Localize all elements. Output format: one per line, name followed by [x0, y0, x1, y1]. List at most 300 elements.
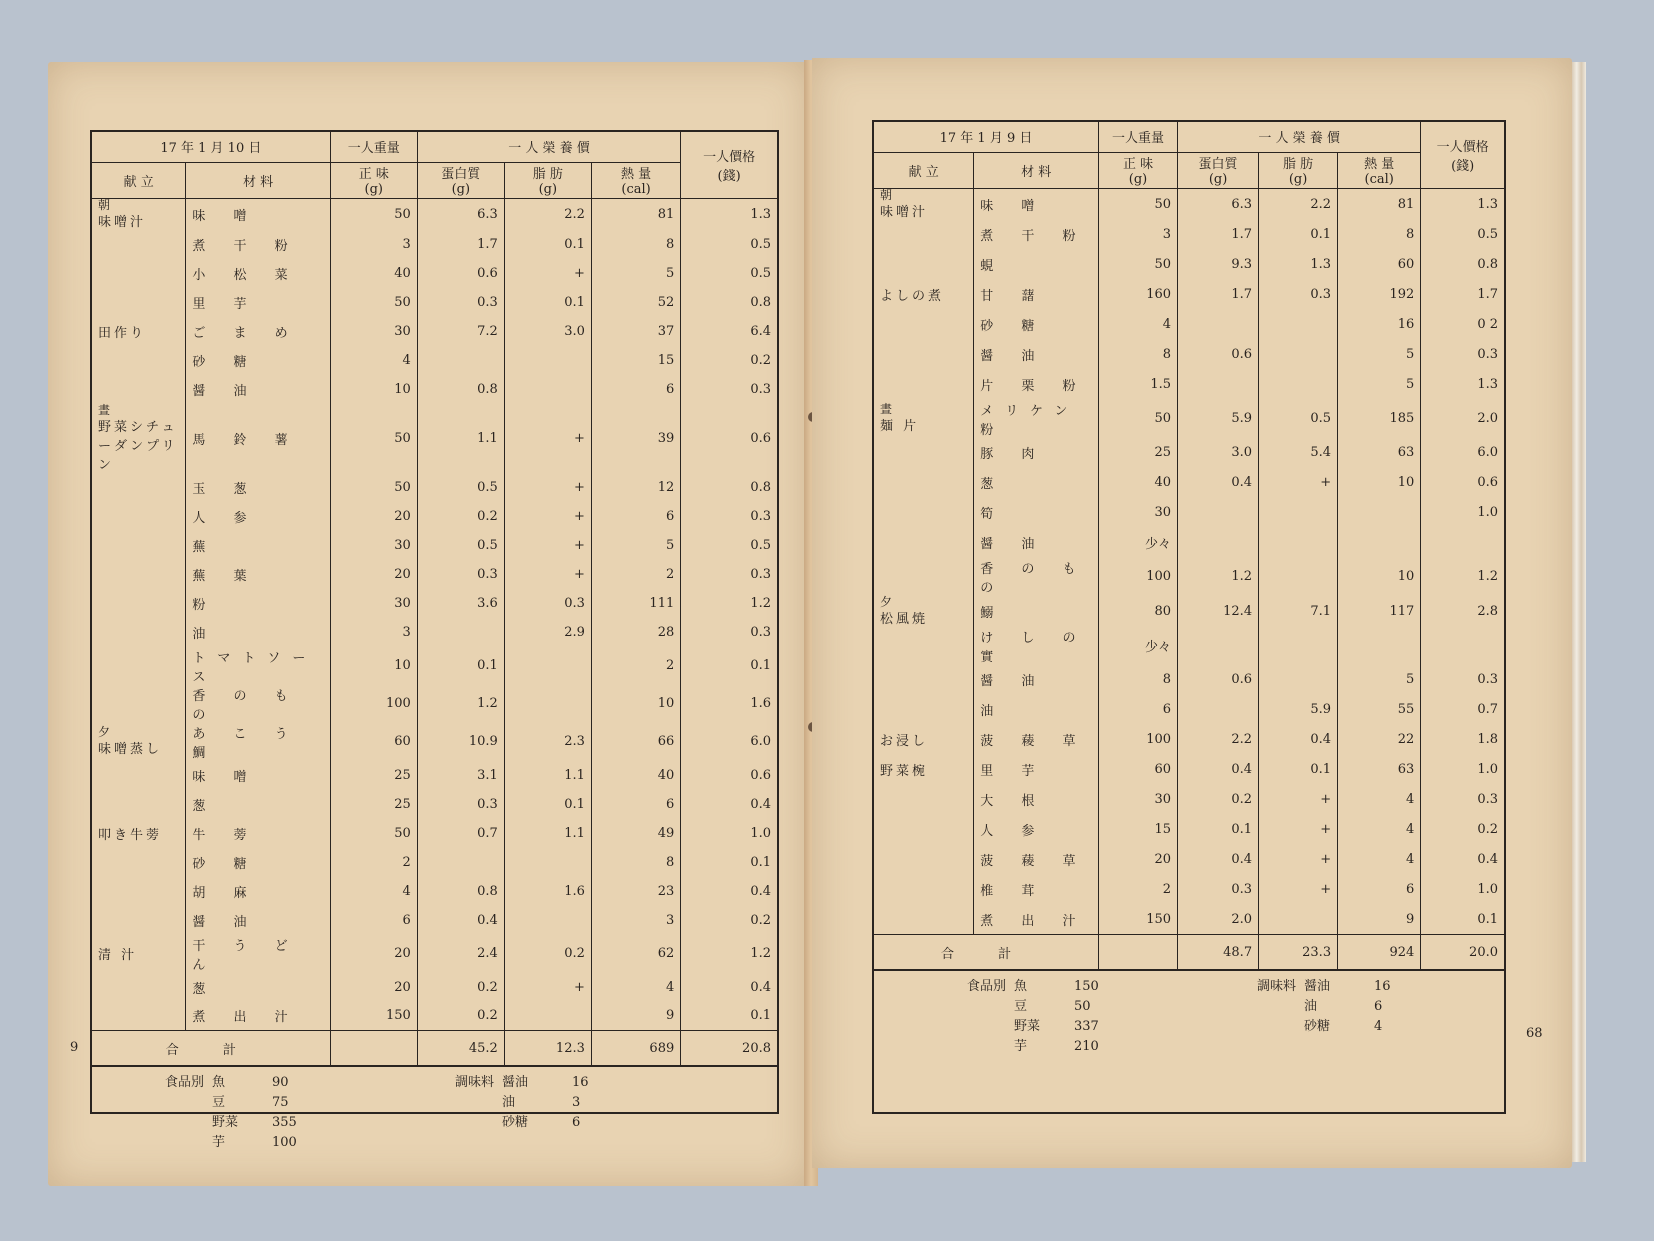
- fat-cell: 1.1: [504, 819, 591, 848]
- price-cell: 1.3: [1477, 196, 1498, 212]
- calories-cell: 8: [591, 230, 680, 259]
- weight-cell: 150: [1099, 905, 1178, 935]
- dish-cell: [92, 404, 186, 473]
- dish-name: 清 汁: [98, 948, 138, 963]
- calories-cell: 63: [1338, 755, 1421, 785]
- fat-cell: +: [504, 259, 591, 288]
- price-cell: 0.7: [1477, 702, 1498, 717]
- protein-cell: 0.2: [1178, 785, 1259, 815]
- left-material-header: 材 料: [186, 162, 330, 198]
- price-cell: 0.5: [1477, 227, 1498, 242]
- fat-cell: +: [504, 531, 591, 560]
- fat-cell: [504, 685, 591, 723]
- dish-cell: [92, 761, 186, 790]
- right-nutrition-header: 一 人 榮 養 價: [1178, 122, 1421, 152]
- weight-cell: 50: [330, 473, 417, 502]
- dish-cell: [92, 375, 186, 404]
- dish-name: お浸し: [880, 734, 929, 749]
- left-menu-frame: [90, 130, 779, 1150]
- ingredient-cell: 醤 油: [974, 528, 1099, 558]
- fat-cell: 0.5: [1259, 400, 1338, 438]
- calories-cell: 9: [591, 1002, 680, 1031]
- calories-cell: 3: [591, 906, 680, 935]
- left-total-calories: 689: [591, 1031, 680, 1067]
- fat-cell: [1259, 340, 1338, 370]
- left-nutrition-header: 一 人 榮 養 價: [417, 132, 680, 162]
- protein-cell: 9.3: [1178, 250, 1259, 280]
- calories-cell: 81: [1338, 188, 1421, 220]
- calories-cell: 2: [591, 560, 680, 589]
- left-food-0-name: 魚: [212, 1075, 226, 1090]
- protein-cell: 0.7: [417, 819, 504, 848]
- fat-cell: [1259, 665, 1338, 695]
- right-date: 17 年 1 月 9 日: [874, 122, 1099, 152]
- dish-name: 野菜椀: [880, 764, 929, 779]
- price-cell: [1421, 528, 1504, 558]
- ingredient-cell: 味 噌: [974, 188, 1099, 220]
- protein-cell: 1.2: [417, 685, 504, 723]
- calories-cell: 66: [591, 723, 680, 761]
- price-cell: 0.2: [1477, 822, 1498, 837]
- dish-name: 味噌蒸し: [98, 742, 163, 757]
- right-menu-body: [874, 188, 1504, 935]
- right-food-3-amount: 210: [1074, 1039, 1099, 1054]
- calories-cell: 81: [591, 198, 680, 230]
- meal-label: 晝: [880, 402, 896, 416]
- protein-cell: [1178, 498, 1259, 528]
- fat-cell: 0.3: [504, 589, 591, 618]
- ingredient-cell: 人 参: [186, 502, 330, 531]
- weight-cell: 30: [330, 589, 417, 618]
- right-food-label: 食品別: [966, 979, 1006, 994]
- right-total-weight: [1099, 935, 1178, 971]
- dish-cell: [92, 288, 186, 317]
- price-cell: 0.3: [750, 381, 771, 397]
- price-cell: 0.8: [750, 294, 771, 310]
- calories-cell: 62: [591, 935, 680, 973]
- ingredient-cell: 砂 糖: [974, 310, 1099, 340]
- ingredient-cell: 小 松 菜: [186, 259, 330, 288]
- protein-cell: 6.3: [417, 198, 504, 230]
- price-cell: 0 2: [1477, 317, 1498, 332]
- price-cell: 1.8: [1477, 732, 1498, 747]
- table-row: [874, 875, 1504, 905]
- weight-cell: 20: [1099, 845, 1178, 875]
- ingredient-cell: 香 の も の: [186, 685, 330, 723]
- left-menu-body: [92, 198, 777, 1031]
- left-total-weight: [330, 1031, 417, 1067]
- protein-cell: 0.3: [1178, 875, 1259, 905]
- left-total-price: 20.8: [681, 1031, 777, 1067]
- dish-cell: [92, 877, 186, 906]
- right-food-summary: [874, 971, 1504, 1057]
- table-row: [874, 695, 1504, 725]
- dish-cell: [92, 198, 186, 230]
- fat-cell: 0.1: [504, 230, 591, 259]
- table-row: [92, 404, 777, 473]
- left-food-0-amount: 90: [272, 1075, 289, 1090]
- weight-cell: 20: [330, 560, 417, 589]
- fat-cell: 5.4: [1259, 438, 1338, 468]
- table-row: [92, 647, 777, 685]
- protein-cell: 7.2: [417, 317, 504, 346]
- left-food-1-name: 豆: [212, 1095, 226, 1110]
- price-cell: 1.0: [750, 825, 771, 841]
- calories-cell: 39: [591, 404, 680, 473]
- price-cell: 0.1: [750, 854, 771, 870]
- protein-cell: 0.4: [417, 906, 504, 935]
- price-cell: 1.2: [1477, 569, 1498, 584]
- ingredient-cell: 里 芋: [186, 288, 330, 317]
- dish-cell: [874, 220, 974, 250]
- right-total-calories: 924: [1338, 935, 1421, 971]
- price-cell: 6.0: [750, 734, 771, 749]
- dish-cell: [92, 473, 186, 502]
- protein-cell: 1.2: [1178, 558, 1259, 596]
- protein-cell: 0.3: [417, 560, 504, 589]
- table-row: [874, 340, 1504, 370]
- right-food-0-name: 魚: [1014, 979, 1028, 994]
- right-seasoning-1-name: 油: [1304, 999, 1318, 1014]
- weight-cell: 150: [330, 1002, 417, 1031]
- left-food-2-amount: 355: [272, 1115, 297, 1130]
- protein-cell: 0.4: [1178, 468, 1259, 498]
- protein-cell: 0.2: [417, 502, 504, 531]
- table-row: [874, 627, 1504, 665]
- left-seasoning-1-amount: 3: [572, 1095, 581, 1110]
- protein-cell: [1178, 310, 1259, 340]
- fat-cell: 1.6: [504, 877, 591, 906]
- calories-cell: 15: [591, 346, 680, 375]
- left-price-header: 一人價格 (錢): [681, 132, 777, 198]
- dish-cell: [874, 468, 974, 498]
- table-row: [92, 375, 777, 404]
- right-food-3-name: 芋: [1014, 1039, 1028, 1054]
- table-row: [92, 790, 777, 819]
- dish-name: 味噌汁: [880, 204, 929, 220]
- fat-cell: 5.9: [1259, 695, 1338, 725]
- weight-cell: 6: [1099, 695, 1178, 725]
- calories-cell: [1338, 498, 1421, 528]
- table-row: [92, 973, 777, 1002]
- ingredient-cell: 蜆: [974, 250, 1099, 280]
- left-page: [48, 62, 808, 1186]
- fat-cell: 2.2: [504, 198, 591, 230]
- price-cell: 0.3: [750, 508, 771, 524]
- table-row: [92, 935, 777, 973]
- left-seasoning-2-amount: 6: [572, 1115, 581, 1130]
- fat-cell: +: [504, 473, 591, 502]
- weight-cell: 20: [330, 973, 417, 1002]
- calories-cell: 37: [591, 317, 680, 346]
- right-total-row: [874, 935, 1504, 971]
- dish-cell: [874, 280, 974, 310]
- protein-cell: 0.3: [417, 790, 504, 819]
- ingredient-cell: 粉: [186, 589, 330, 618]
- dish-cell: [874, 875, 974, 905]
- calories-cell: 5: [591, 259, 680, 288]
- dish-cell: [92, 935, 186, 973]
- table-row: [92, 346, 777, 375]
- fat-cell: [504, 906, 591, 935]
- left-calories-header: 熱 量 (cal): [591, 162, 680, 198]
- weight-cell: 3: [330, 618, 417, 647]
- right-weight-group-header: 一人重量: [1099, 122, 1178, 152]
- calories-cell: 5: [1338, 340, 1421, 370]
- weight-cell: 少々: [1099, 627, 1178, 665]
- dish-cell: [874, 785, 974, 815]
- dish-name: 叩き牛蒡: [98, 827, 163, 843]
- right-page-number: 68: [1526, 1026, 1543, 1041]
- protein-cell: 6.3: [1178, 188, 1259, 220]
- dish-cell: [874, 558, 974, 596]
- fat-cell: [504, 346, 591, 375]
- right-food-1-name: 豆: [1014, 999, 1028, 1014]
- fat-cell: +: [504, 404, 591, 473]
- price-cell: 0.3: [750, 566, 771, 582]
- dish-cell: [92, 560, 186, 589]
- calories-cell: 16: [1338, 310, 1421, 340]
- ingredient-cell: 醤 油: [974, 665, 1099, 695]
- table-row: [874, 725, 1504, 755]
- protein-cell: 0.8: [417, 375, 504, 404]
- fat-cell: 0.1: [1259, 755, 1338, 785]
- fat-cell: 2.3: [504, 723, 591, 761]
- price-cell: 0.2: [750, 352, 771, 368]
- left-food-1-amount: 75: [272, 1095, 289, 1110]
- protein-cell: 0.1: [417, 647, 504, 685]
- protein-cell: 0.1: [1178, 815, 1259, 845]
- weight-cell: 50: [1099, 188, 1178, 220]
- weight-cell: 3: [330, 230, 417, 259]
- weight-cell: 80: [1099, 596, 1178, 627]
- protein-cell: [417, 848, 504, 877]
- right-dish-header: 献 立: [874, 152, 974, 188]
- ingredient-cell: 里 芋: [974, 755, 1099, 785]
- right-protein-header: 蛋白質 (g): [1178, 152, 1259, 188]
- dish-cell: [874, 905, 974, 935]
- left-food-3-name: 芋: [212, 1135, 226, 1150]
- meal-label: 夕: [880, 594, 896, 609]
- right-menu-frame: [872, 120, 1506, 1114]
- table-row: [874, 250, 1504, 280]
- price-cell: 1.0: [1477, 762, 1498, 777]
- dish-cell: [874, 725, 974, 755]
- protein-cell: 0.6: [417, 259, 504, 288]
- weight-cell: 1.5: [1099, 370, 1178, 400]
- right-total-label: 合 計: [874, 935, 1099, 971]
- table-row: [874, 400, 1504, 438]
- weight-cell: 50: [330, 288, 417, 317]
- table-row: [92, 906, 777, 935]
- price-cell: 0.1: [1477, 911, 1498, 927]
- table-row: [92, 560, 777, 589]
- calories-cell: 60: [1338, 250, 1421, 280]
- ingredient-cell: 牛 蒡: [186, 819, 330, 848]
- protein-cell: 0.6: [1178, 340, 1259, 370]
- dish-cell: [874, 250, 974, 280]
- fat-cell: 0.1: [504, 288, 591, 317]
- weight-cell: 8: [1099, 665, 1178, 695]
- price-cell: 2.8: [1477, 603, 1498, 619]
- ingredient-cell: 煮 干 粉: [186, 230, 330, 259]
- fat-cell: 1.1: [504, 761, 591, 790]
- ingredient-cell: 馬 鈴 薯: [186, 404, 330, 473]
- ingredient-cell: 筍: [974, 498, 1099, 528]
- calories-cell: 192: [1338, 280, 1421, 310]
- table-row: [874, 528, 1504, 558]
- meal-label: 晝: [98, 402, 114, 417]
- calories-cell: 2: [591, 647, 680, 685]
- protein-cell: 2.0: [1178, 905, 1259, 935]
- fat-cell: [1259, 528, 1338, 558]
- left-weight-group-header: 一人重量: [330, 132, 417, 162]
- weight-cell: 50: [330, 404, 417, 473]
- right-food-1-amount: 50: [1074, 999, 1091, 1014]
- weight-cell: 50: [330, 198, 417, 230]
- dish-cell: [92, 531, 186, 560]
- calories-cell: 49: [591, 819, 680, 848]
- price-cell: 1.7: [1477, 287, 1498, 302]
- dish-cell: [92, 848, 186, 877]
- price-cell: 2.0: [1477, 411, 1498, 426]
- dish-cell: [92, 618, 186, 647]
- left-seasoning-0-name: 醤油: [502, 1075, 529, 1090]
- dish-cell: [92, 1002, 186, 1031]
- dish-cell: [874, 695, 974, 725]
- right-food-0-amount: 150: [1074, 979, 1099, 994]
- meal-label: 夕: [98, 725, 114, 739]
- protein-cell: 1.7: [417, 230, 504, 259]
- fat-cell: [504, 375, 591, 404]
- dish-name: 野菜シチューダンプリン: [98, 419, 178, 473]
- dish-cell: [874, 370, 974, 400]
- weight-cell: 20: [330, 935, 417, 973]
- dish-cell: [92, 906, 186, 935]
- fat-cell: 7.1: [1259, 596, 1338, 627]
- right-seasoning-label: 調味料: [1256, 979, 1296, 994]
- price-cell: 0.5: [750, 236, 771, 252]
- calories-cell: 4: [1338, 785, 1421, 815]
- fat-cell: [504, 1002, 591, 1031]
- calories-cell: 6: [591, 375, 680, 404]
- price-cell: 0.3: [1477, 672, 1498, 687]
- ingredient-cell: 油: [186, 618, 330, 647]
- calories-cell: [1338, 528, 1421, 558]
- left-date: 17 年 1 月 10 日: [92, 132, 330, 162]
- left-net-header: 正 味 (g): [330, 162, 417, 198]
- dish-cell: [92, 589, 186, 618]
- calories-cell: 10: [591, 685, 680, 723]
- right-total-protein: 48.7: [1178, 935, 1259, 971]
- ingredient-cell: 玉 葱: [186, 473, 330, 502]
- calories-cell: 4: [591, 973, 680, 1002]
- protein-cell: 10.9: [417, 723, 504, 761]
- fat-cell: [1259, 498, 1338, 528]
- fat-cell: 0.4: [1259, 725, 1338, 755]
- table-row: [874, 370, 1504, 400]
- weight-cell: 8: [1099, 340, 1178, 370]
- price-cell: 0.2: [750, 912, 771, 928]
- weight-cell: 少々: [1099, 528, 1178, 558]
- weight-cell: 10: [330, 375, 417, 404]
- ingredient-cell: 砂 糖: [186, 848, 330, 877]
- weight-cell: 4: [1099, 310, 1178, 340]
- fat-cell: 0.1: [504, 790, 591, 819]
- left-menu-table: [92, 132, 777, 1067]
- table-row: [92, 259, 777, 288]
- table-row: [92, 317, 777, 346]
- dish-name: 松風焼: [880, 611, 929, 627]
- ingredient-cell: 蕪: [186, 531, 330, 560]
- weight-cell: 2: [330, 848, 417, 877]
- table-row: [874, 815, 1504, 845]
- calories-cell: 111: [591, 589, 680, 618]
- left-dish-header: 献 立: [92, 162, 186, 198]
- right-seasoning-2-name: 砂糖: [1304, 1019, 1331, 1034]
- calories-cell: 8: [591, 848, 680, 877]
- fat-cell: [1259, 558, 1338, 596]
- fat-cell: [1259, 627, 1338, 665]
- ingredient-cell: 鰯: [974, 596, 1099, 627]
- calories-cell: 185: [1338, 400, 1421, 438]
- calories-cell: 22: [1338, 725, 1421, 755]
- dish-name: 麺 片: [880, 419, 920, 434]
- protein-cell: 0.5: [417, 531, 504, 560]
- right-page: [812, 58, 1572, 1168]
- table-row: [874, 310, 1504, 340]
- protein-cell: [1178, 528, 1259, 558]
- weight-cell: 2: [1099, 875, 1178, 905]
- price-cell: 1.2: [750, 595, 771, 611]
- calories-cell: 55: [1338, 695, 1421, 725]
- table-row: [92, 1002, 777, 1031]
- table-row: [92, 589, 777, 618]
- price-cell: 0.1: [750, 1008, 771, 1024]
- calories-cell: 52: [591, 288, 680, 317]
- left-seasoning-1-name: 油: [502, 1095, 516, 1110]
- right-seasoning-0-name: 醤油: [1304, 979, 1331, 994]
- table-row: [874, 498, 1504, 528]
- right-seasoning-2-amount: 4: [1374, 1019, 1383, 1034]
- dish-cell: [874, 400, 974, 438]
- calories-cell: 12: [591, 473, 680, 502]
- fat-cell: +: [504, 560, 591, 589]
- left-total-fat: 12.3: [504, 1031, 591, 1067]
- table-row: [874, 905, 1504, 935]
- fat-cell: 3.0: [504, 317, 591, 346]
- weight-cell: 50: [1099, 400, 1178, 438]
- weight-cell: 40: [1099, 468, 1178, 498]
- ingredient-cell: 椎 茸: [974, 875, 1099, 905]
- ingredient-cell: 菠 薐 草: [974, 845, 1099, 875]
- ingredient-cell: 煮 出 汁: [974, 905, 1099, 935]
- dish-name: 味噌汁: [98, 214, 147, 230]
- protein-cell: [1178, 627, 1259, 665]
- weight-cell: 60: [330, 723, 417, 761]
- ingredient-cell: 香 の も の: [974, 558, 1099, 596]
- left-food-label: 食品別: [164, 1075, 204, 1090]
- dish-cell: [92, 230, 186, 259]
- price-cell: 0.3: [1477, 347, 1498, 362]
- table-row: [92, 531, 777, 560]
- dish-cell: [874, 340, 974, 370]
- weight-cell: 15: [1099, 815, 1178, 845]
- dish-cell: [92, 819, 186, 848]
- protein-cell: 1.7: [1178, 280, 1259, 310]
- weight-cell: 25: [330, 790, 417, 819]
- right-seasoning-0-amount: 16: [1374, 979, 1391, 994]
